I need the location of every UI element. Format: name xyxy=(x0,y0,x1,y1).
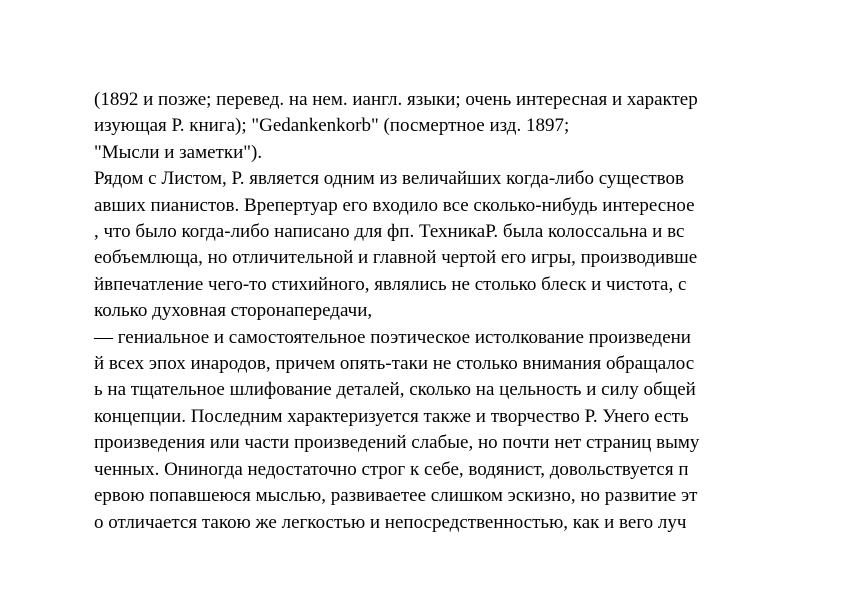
text-line-14: произведения или части произведений слабые, но почти нет страниц выму xyxy=(94,432,700,454)
text-line-12: ь на тщательное шлифование деталей, сколько на цельность и силу общей xyxy=(94,379,696,401)
text-line-15: ченных. Ониногда недостаточно строг к себе, водянист, довольствуется п xyxy=(94,458,689,480)
body-text xyxy=(94,87,794,536)
text-line-16: ервою попавшеюся мыслью, развиваетее слишком эскизно, но развитие эт xyxy=(94,485,698,507)
text-line-2: изующая Р. книга); "Gedankenkorb" (посмертное изд. 1897; xyxy=(94,115,570,137)
text-line-4: Рядом с Листом, Р. является одним из величайших когда-либо существов xyxy=(94,168,684,190)
text-line-1: (1892 и позже; перевед. на нем. иангл. языки; очень интересная и характер xyxy=(94,89,698,110)
text-line-8: йвпечатление чего-то стихийного, являлись не столько блеск и чистота, с xyxy=(94,273,687,295)
text-line-10: — гениальное и самостоятельное поэтическое истолкование произведени xyxy=(94,326,691,348)
text-line-5: авших пианистов. Врепертуар его входило все сколько-нибудь интересное xyxy=(94,194,695,216)
text-line-7: еобъемлюща, но отличительной и главной чертой его игры, производивше xyxy=(94,247,698,269)
text-line-13: концепции. Последним характеризуется также и творчество Р. Унего есть xyxy=(94,405,689,427)
text-line-9: колько духовная сторонапередачи, xyxy=(94,300,373,322)
text-line-17: о отличается такою же легкостью и непосредственностью, как и вего луч xyxy=(94,511,687,533)
text-line-11: й всех эпох инародов, причем опять-таки не столько внимания обращалос xyxy=(94,353,695,375)
text-line-6: , что было когда-либо написано для фп. ТехникаР. была колоссальна и вс xyxy=(94,221,685,243)
text-line-3: "Мысли и заметки"). xyxy=(94,141,263,163)
